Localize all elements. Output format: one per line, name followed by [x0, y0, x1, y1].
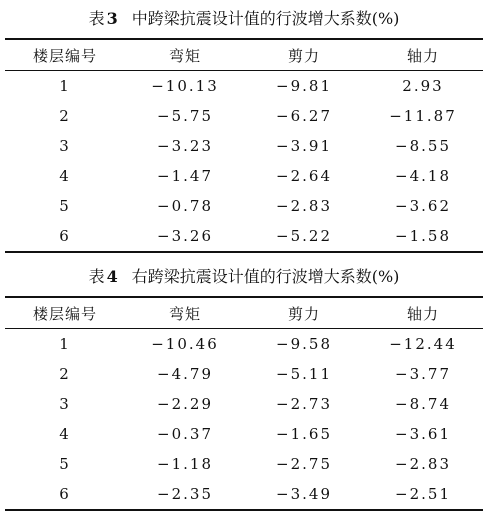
- cell-shear: −2.75: [276, 455, 332, 473]
- cell-axial: 2.93: [402, 77, 444, 95]
- cell-axial: −4.18: [395, 167, 451, 185]
- header-bending-moment: 弯矩: [168, 46, 201, 65]
- header-shear-force: 剪力: [287, 46, 320, 65]
- header-bending-moment: 弯矩: [168, 304, 201, 323]
- caption-title: 右跨梁抗震设计值的行波增大系数(%): [131, 267, 400, 286]
- cell-floor: 3: [59, 395, 71, 413]
- cell-floor: 4: [59, 425, 71, 443]
- header-floor-number: 楼层编号: [32, 304, 97, 323]
- header-shear-force: 剪力: [287, 304, 320, 323]
- cell-floor: 2: [59, 107, 71, 125]
- cell-moment: −4.79: [157, 365, 213, 383]
- cell-floor: 4: [59, 167, 71, 185]
- table-row: [5, 479, 483, 510]
- cell-axial: −3.61: [395, 425, 451, 443]
- cell-moment: −3.23: [157, 137, 213, 155]
- table-caption: [5, 258, 483, 296]
- cell-floor: 5: [59, 455, 71, 473]
- cell-floor: 2: [59, 365, 71, 383]
- table-caption: [5, 0, 483, 38]
- cell-axial: −8.55: [395, 137, 451, 155]
- cell-shear: −1.65: [276, 425, 332, 443]
- cell-shear: −6.27: [276, 107, 332, 125]
- table-header-row: [5, 39, 483, 71]
- cell-moment: −0.78: [157, 197, 213, 215]
- cell-moment: −1.47: [157, 167, 213, 185]
- cell-moment: −10.46: [151, 335, 219, 353]
- cell-floor: 6: [59, 485, 71, 503]
- cell-floor: 6: [59, 227, 71, 245]
- cell-axial: −12.44: [389, 335, 457, 353]
- table-row: [5, 419, 483, 449]
- cell-moment: −2.35: [157, 485, 213, 503]
- table-row: [5, 221, 483, 252]
- cell-floor: 5: [59, 197, 71, 215]
- table-row: [5, 359, 483, 389]
- cell-moment: −1.18: [157, 455, 213, 473]
- cell-axial: −3.77: [395, 365, 451, 383]
- caption-number: 3: [106, 9, 118, 28]
- cell-shear: −3.49: [276, 485, 332, 503]
- header-floor-number: 楼层编号: [32, 46, 97, 65]
- table-row: [5, 131, 483, 161]
- data-table: [5, 296, 483, 511]
- table-row: [5, 71, 483, 102]
- cell-floor: 1: [59, 335, 71, 353]
- table-row: [5, 101, 483, 131]
- table-3-block: [5, 0, 483, 253]
- caption-label: 表: [88, 267, 105, 286]
- table-row: [5, 449, 483, 479]
- cell-axial: −11.87: [389, 107, 457, 125]
- cell-axial: −2.51: [395, 485, 451, 503]
- header-axial-force: 轴力: [406, 304, 439, 323]
- data-table: [5, 38, 483, 253]
- table-row: [5, 329, 483, 360]
- cell-shear: −9.81: [276, 77, 332, 95]
- cell-moment: −2.29: [157, 395, 213, 413]
- table-row: [5, 389, 483, 419]
- table-row: [5, 161, 483, 191]
- cell-moment: −5.75: [157, 107, 213, 125]
- cell-shear: −5.22: [276, 227, 332, 245]
- cell-axial: −3.62: [395, 197, 451, 215]
- cell-moment: −3.26: [157, 227, 213, 245]
- cell-shear: −9.58: [276, 335, 332, 353]
- cell-shear: −2.73: [276, 395, 332, 413]
- cell-axial: −1.58: [395, 227, 451, 245]
- caption-title: 中跨梁抗震设计值的行波增大系数(%): [131, 9, 400, 28]
- table-4-block: [5, 258, 483, 511]
- cell-moment: −0.37: [157, 425, 213, 443]
- table-row: [5, 191, 483, 221]
- cell-shear: −2.64: [276, 167, 332, 185]
- cell-shear: −5.11: [276, 365, 332, 383]
- table-header-row: [5, 297, 483, 329]
- cell-axial: −2.83: [395, 455, 451, 473]
- caption-label: 表: [88, 9, 105, 28]
- cell-moment: −10.13: [151, 77, 219, 95]
- cell-axial: −8.74: [395, 395, 451, 413]
- cell-floor: 3: [59, 137, 71, 155]
- caption-number: 4: [106, 267, 118, 286]
- cell-shear: −2.83: [276, 197, 332, 215]
- cell-floor: 1: [59, 77, 71, 95]
- header-axial-force: 轴力: [406, 46, 439, 65]
- cell-shear: −3.91: [276, 137, 332, 155]
